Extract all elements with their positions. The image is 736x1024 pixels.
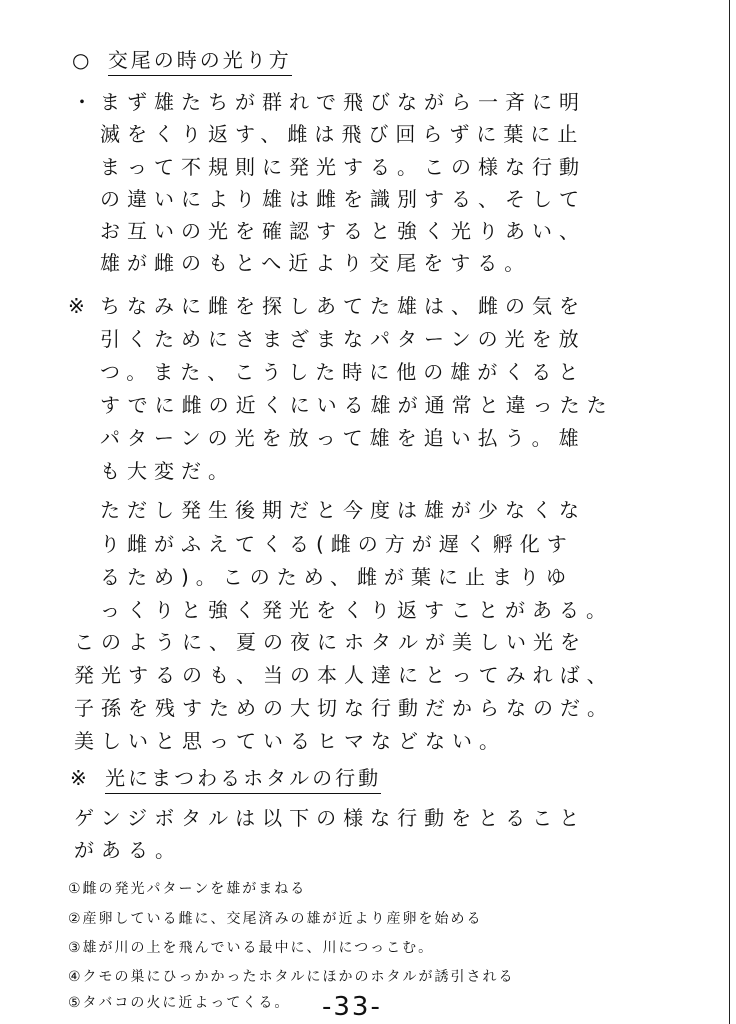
section-heading bbox=[72, 50, 292, 70]
list-item: ③雄が川の上を飛んでいる最中に、川につっこむ。 bbox=[68, 940, 435, 956]
note-mark: ※ bbox=[68, 294, 92, 318]
intro-line: ゲンジボタルは以下の様な行動をとること bbox=[74, 806, 587, 830]
section-title: 交尾の時の光り方 bbox=[108, 48, 292, 76]
page-number: -33- bbox=[322, 992, 382, 1022]
paragraph-line: まず雄たちが群れで飛びながら一斉に明 bbox=[100, 90, 586, 114]
note-line: るため)。このため、雌が葉に止まりゆ bbox=[100, 565, 574, 589]
list-item: ①雌の発光パターンを雄がまねる bbox=[68, 881, 307, 897]
note-line: パターンの光を放って雄を追い払う。雄 bbox=[100, 426, 586, 450]
conclusion-line: 発光するのも、当の本人達にとってみれば、 bbox=[74, 663, 614, 687]
paragraph-bullet: ・ bbox=[72, 90, 99, 114]
note-line: っくりと強く発光をくり返すことがある。 bbox=[100, 598, 613, 622]
section-title: 光にまつわるホタルの行動 bbox=[105, 766, 381, 794]
note-line: ただし発生後期だと今度は雄が少なくな bbox=[100, 498, 586, 522]
paragraph-line: 滅をくり返す、雌は飛び回らずに葉に止 bbox=[100, 122, 585, 146]
conclusion-line: 子孫を残すための大切な行動だからなのだ。 bbox=[74, 696, 614, 720]
paragraph-line: の違いにより雄は雌を識別する、そして bbox=[100, 187, 586, 211]
list-item: ②産卵している雌に、交尾済みの雄が近より産卵を始める bbox=[68, 911, 483, 927]
paragraph-line: お互いの光を確認すると強く光りあい、 bbox=[100, 219, 586, 243]
paragraph-line: 雄が雌のもとへ近より交尾をする。 bbox=[100, 251, 532, 275]
intro-line: がある。 bbox=[74, 838, 182, 862]
section-heading bbox=[70, 768, 381, 788]
conclusion-line: 美しいと思っているヒマなどない。 bbox=[74, 729, 506, 753]
circle-bullet: ○ bbox=[72, 48, 93, 72]
note-line: すでに雌の近くにいる雄が通常と違ったた bbox=[100, 393, 614, 417]
note-line: も大変だ。 bbox=[100, 459, 235, 483]
note-line: 引くためにさまざまなパターンの光を放 bbox=[100, 327, 586, 351]
list-item: ⑤タバコの火に近よってくる。 bbox=[68, 995, 291, 1011]
list-item: ④クモの巣にひっかかったホタルにほかのホタルが誘引される bbox=[68, 969, 515, 985]
note-line: り雌がふえてくる(雌の方が遅く孵化す bbox=[100, 532, 574, 556]
note-line: ちなみに雌を探しあてた雄は、雌の気を bbox=[100, 294, 586, 318]
note-mark: ※ bbox=[70, 766, 90, 790]
conclusion-line: このように、夏の夜にホタルが美しい光を bbox=[74, 630, 587, 654]
note-line: つ。また、こうした時に他の雄がくると bbox=[100, 360, 586, 384]
page-edge-line bbox=[729, 0, 730, 1024]
paragraph-line: まって不規則に発光する。この様な行動 bbox=[100, 155, 586, 179]
